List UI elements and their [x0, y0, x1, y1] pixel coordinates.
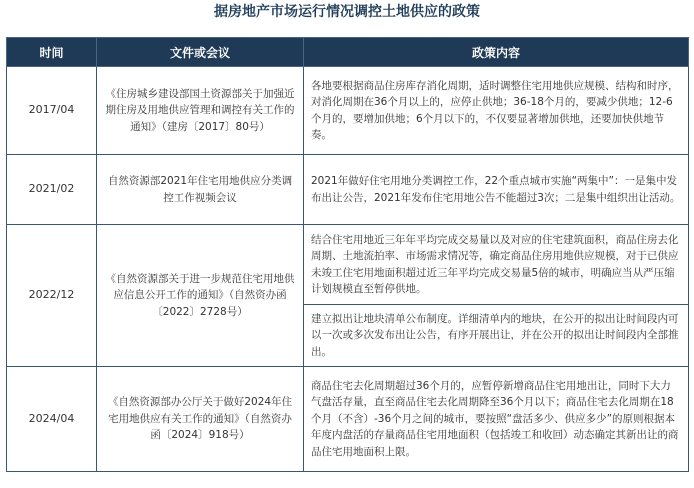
table-row	[7, 367, 689, 472]
row-document: 《自然资源部办公厅关于做好2024年住宅用地供应有关工作的通知》（自然资办函〔2024〕918号）	[97, 367, 304, 472]
row-time: 2017/04	[7, 67, 97, 155]
row-document: 自然资源部2021年住宅用地供应分类调控工作视频会议	[97, 155, 304, 225]
row-document: 《自然资源部关于进一步规范住宅用地供应信息公开工作的通知》（自然资办函〔2022〕2728号）	[97, 225, 304, 367]
table-row	[7, 225, 689, 305]
table-row	[7, 155, 689, 225]
page-title: 据房地产市场运行情况调控土地供应的政策	[214, 4, 480, 20]
policy-table	[6, 37, 689, 472]
row-time: 2021/02	[7, 155, 97, 225]
row-content: 商品住宅去化周期超过36个月的，应暂停新增商品住宅用地出让，同时下大力气盘活存量，直至商品住宅去化周期降至36个月以下；商品住宅去化周期在18个月（不含）-36个月之间的城市，要按照“盘活多少、供应多少”的原则根据本年度内盘活的存量商品住宅用地面积（包括竣工和收回）动态确定其新出让的商品住宅用地面积上限。	[304, 367, 689, 472]
row-time: 2022/12	[7, 225, 97, 367]
row-content: 结合住宅用地近三年年平均完成交易量以及对应的住宅建筑面积，商品住房去化周期、土地流拍率、市场需求情况等，确定商品住房用地供应规模，对于已供应未竣工住宅用地面积超过近三年平均完成交易量5倍的城市，明确应当从严压缩计划规模直至暂停供地。	[304, 225, 689, 305]
row-time: 2024/04	[7, 367, 97, 472]
table-row	[7, 67, 689, 155]
row-content: 2021年做好住宅用地分类调控工作，22个重点城市实施“两集中”：一是集中发布出让公告，2021年发布住宅用地公告不能超过3次；二是集中组织出让活动。	[304, 155, 689, 225]
row-document: 《住房城乡建设部国土资源部关于加强近期住房及用地供应管理和调控有关工作的通知》（建房〔2017〕80号）	[97, 67, 304, 155]
header-content: 政策内容	[304, 38, 689, 67]
table-header-row	[7, 38, 689, 67]
row-content: 各地要根据商品住房库存消化周期，适时调整住宅用地供应规模、结构和时序，对消化周期在36个月以上的，应停止供地；36-18个月的，要减少供地；12-6个月的，要增加供地；6个月以下的，不仅要显著增加供地，还要加快供地节奏。	[304, 67, 689, 155]
header-document: 文件或会议	[97, 38, 304, 67]
row-content: 建立拟出让地块清单公布制度。详细清单内的地块，在公开的拟出让时间段内可以一次或多次发布出让公告，有序开展出让，并在公开的拟出让时间段内全部推出。	[304, 305, 689, 367]
header-time: 时间	[7, 38, 97, 67]
